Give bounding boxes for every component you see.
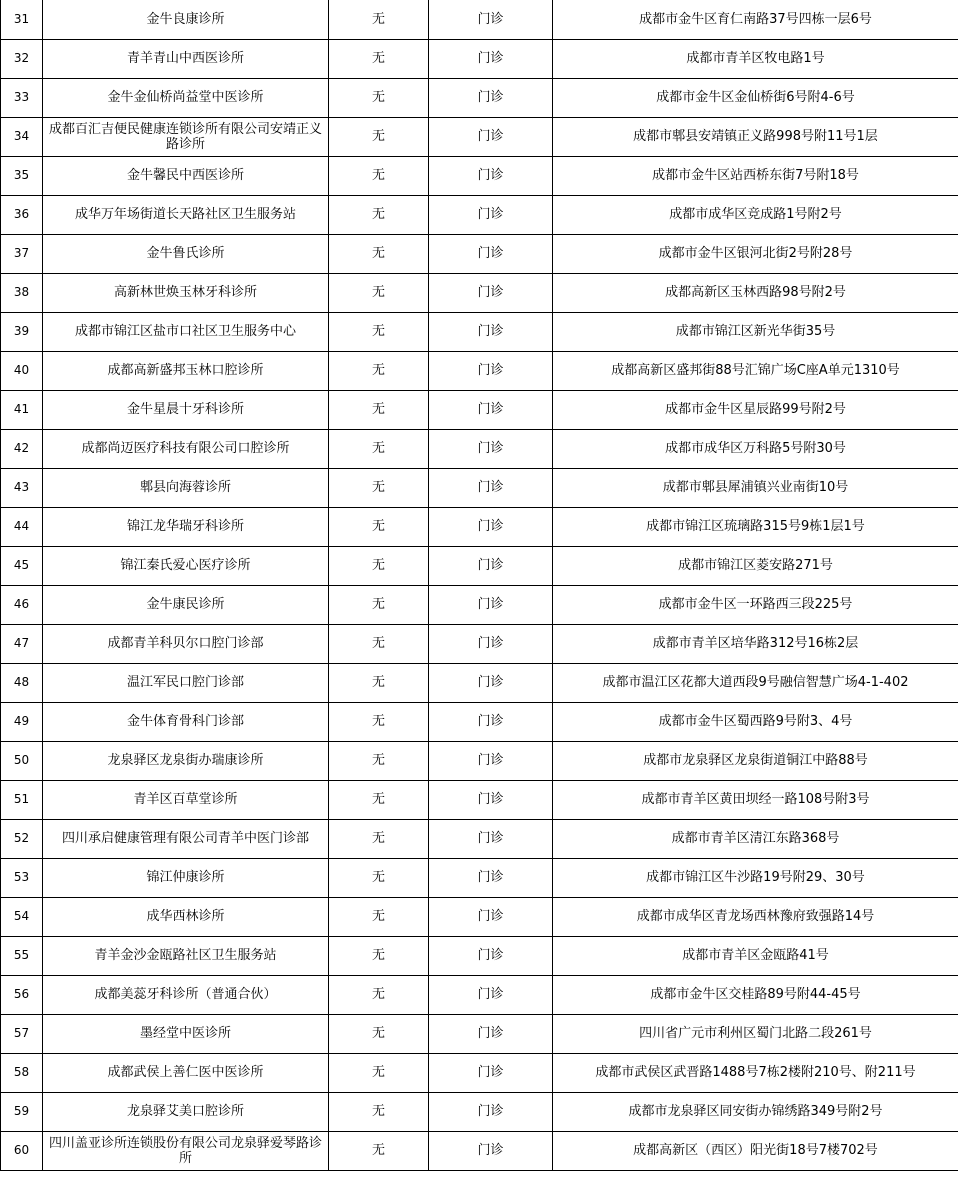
branch-cell: 无 <box>329 702 429 741</box>
table-row <box>1 1131 958 1170</box>
row-number-cell: 60 <box>1 1131 43 1170</box>
row-number-cell: 36 <box>1 195 43 234</box>
row-number-cell: 57 <box>1 1014 43 1053</box>
clinic-type-cell: 门诊 <box>429 351 553 390</box>
clinic-name-cell: 锦江仲康诊所 <box>43 858 329 897</box>
clinic-type-cell: 门诊 <box>429 897 553 936</box>
table-row <box>1 429 958 468</box>
clinic-name-cell: 四川承启健康管理有限公司青羊中医门诊部 <box>43 819 329 858</box>
table-row <box>1 351 958 390</box>
clinic-type-cell: 门诊 <box>429 741 553 780</box>
row-number-cell: 48 <box>1 663 43 702</box>
branch-cell: 无 <box>329 1014 429 1053</box>
address-cell: 成都市锦江区新光华街35号 <box>553 312 958 351</box>
branch-cell: 无 <box>329 39 429 78</box>
table-row <box>1 585 958 624</box>
table-row <box>1 546 958 585</box>
clinic-name-cell: 金牛体育骨科门诊部 <box>43 702 329 741</box>
clinic-name-cell: 青羊金沙金瓯路社区卫生服务站 <box>43 936 329 975</box>
address-cell: 成都高新区玉林西路98号附2号 <box>553 273 958 312</box>
clinic-name-cell: 金牛馨民中西医诊所 <box>43 156 329 195</box>
branch-cell: 无 <box>329 741 429 780</box>
table-row <box>1 507 958 546</box>
branch-cell: 无 <box>329 975 429 1014</box>
branch-cell: 无 <box>329 156 429 195</box>
row-number-cell: 58 <box>1 1053 43 1092</box>
address-cell: 成都市成华区青龙场西林豫府致强路14号 <box>553 897 958 936</box>
clinic-name-cell: 金牛鲁氏诊所 <box>43 234 329 273</box>
clinic-type-cell: 门诊 <box>429 585 553 624</box>
clinic-type-cell: 门诊 <box>429 1092 553 1131</box>
clinic-name-cell: 成华西林诊所 <box>43 897 329 936</box>
branch-cell: 无 <box>329 78 429 117</box>
table-row <box>1 39 958 78</box>
address-cell: 成都市龙泉驿区龙泉街道铜江中路88号 <box>553 741 958 780</box>
table-row <box>1 975 958 1014</box>
clinic-type-cell: 门诊 <box>429 1014 553 1053</box>
table-row <box>1 312 958 351</box>
table-row <box>1 1014 958 1053</box>
address-cell: 成都市金牛区金仙桥街6号附4-6号 <box>553 78 958 117</box>
row-number-cell: 35 <box>1 156 43 195</box>
row-number-cell: 39 <box>1 312 43 351</box>
table-row <box>1 780 958 819</box>
branch-cell: 无 <box>329 897 429 936</box>
branch-cell: 无 <box>329 780 429 819</box>
address-cell: 成都市金牛区交桂路89号附44-45号 <box>553 975 958 1014</box>
row-number-cell: 43 <box>1 468 43 507</box>
address-cell: 成都市金牛区一环路西三段225号 <box>553 585 958 624</box>
clinic-name-cell: 成都武侯上善仁医中医诊所 <box>43 1053 329 1092</box>
clinic-type-cell: 门诊 <box>429 936 553 975</box>
table-row <box>1 468 958 507</box>
row-number-cell: 59 <box>1 1092 43 1131</box>
table-row <box>1 936 958 975</box>
row-number-cell: 33 <box>1 78 43 117</box>
address-cell: 成都市武侯区武晋路1488号7栋2楼附210号、附211号 <box>553 1053 958 1092</box>
clinic-name-cell: 金牛星晨十牙科诊所 <box>43 390 329 429</box>
branch-cell: 无 <box>329 624 429 663</box>
address-cell: 成都市锦江区琉璃路315号9栋1层1号 <box>553 507 958 546</box>
branch-cell: 无 <box>329 0 429 39</box>
row-number-cell: 53 <box>1 858 43 897</box>
clinic-name-cell: 成都青羊科贝尔口腔门诊部 <box>43 624 329 663</box>
clinic-name-cell: 四川盖亚诊所连锁股份有限公司龙泉驿爱琴路诊所 <box>43 1131 329 1170</box>
clinic-type-cell: 门诊 <box>429 975 553 1014</box>
table-row <box>1 234 958 273</box>
branch-cell: 无 <box>329 117 429 156</box>
table-row <box>1 390 958 429</box>
row-number-cell: 55 <box>1 936 43 975</box>
table-row <box>1 858 958 897</box>
row-number-cell: 38 <box>1 273 43 312</box>
clinic-type-cell: 门诊 <box>429 78 553 117</box>
row-number-cell: 32 <box>1 39 43 78</box>
clinic-name-cell: 青羊青山中西医诊所 <box>43 39 329 78</box>
table-row <box>1 117 958 156</box>
table-row <box>1 663 958 702</box>
branch-cell: 无 <box>329 819 429 858</box>
clinic-name-cell: 墨经堂中医诊所 <box>43 1014 329 1053</box>
clinic-name-cell: 青羊区百草堂诊所 <box>43 780 329 819</box>
address-cell: 四川省广元市利州区蜀门北路二段261号 <box>553 1014 958 1053</box>
clinic-type-cell: 门诊 <box>429 702 553 741</box>
branch-cell: 无 <box>329 351 429 390</box>
clinic-type-cell: 门诊 <box>429 624 553 663</box>
address-cell: 成都市郫县犀浦镇兴业南街10号 <box>553 468 958 507</box>
table-row <box>1 741 958 780</box>
address-cell: 成都市金牛区育仁南路37号四栋一层6号 <box>553 0 958 39</box>
branch-cell: 无 <box>329 663 429 702</box>
row-number-cell: 42 <box>1 429 43 468</box>
address-cell: 成都市金牛区银河北街2号附28号 <box>553 234 958 273</box>
table-row <box>1 819 958 858</box>
table-row <box>1 156 958 195</box>
branch-cell: 无 <box>329 273 429 312</box>
clinic-name-cell: 成都尚迈医疗科技有限公司口腔诊所 <box>43 429 329 468</box>
clinic-type-cell: 门诊 <box>429 663 553 702</box>
branch-cell: 无 <box>329 585 429 624</box>
address-cell: 成都市青羊区金瓯路41号 <box>553 936 958 975</box>
row-number-cell: 54 <box>1 897 43 936</box>
row-number-cell: 46 <box>1 585 43 624</box>
clinic-type-cell: 门诊 <box>429 507 553 546</box>
clinic-type-cell: 门诊 <box>429 780 553 819</box>
clinic-name-cell: 金牛金仙桥尚益堂中医诊所 <box>43 78 329 117</box>
branch-cell: 无 <box>329 1092 429 1131</box>
address-cell: 成都市金牛区蜀西路9号附3、4号 <box>553 702 958 741</box>
address-cell: 成都市锦江区菱安路271号 <box>553 546 958 585</box>
clinic-name-cell: 成都市锦江区盐市口社区卫生服务中心 <box>43 312 329 351</box>
clinic-type-cell: 门诊 <box>429 390 553 429</box>
row-number-cell: 51 <box>1 780 43 819</box>
address-cell: 成都市成华区万科路5号附30号 <box>553 429 958 468</box>
clinic-type-cell: 门诊 <box>429 39 553 78</box>
table-row <box>1 897 958 936</box>
clinic-type-cell: 门诊 <box>429 1131 553 1170</box>
clinic-name-cell: 成华万年场街道长天路社区卫生服务站 <box>43 195 329 234</box>
table-row <box>1 78 958 117</box>
clinic-name-cell: 成都高新盛邦玉林口腔诊所 <box>43 351 329 390</box>
branch-cell: 无 <box>329 234 429 273</box>
clinic-name-cell: 金牛康民诊所 <box>43 585 329 624</box>
clinic-type-cell: 门诊 <box>429 858 553 897</box>
address-cell: 成都市金牛区站西桥东街7号附18号 <box>553 156 958 195</box>
branch-cell: 无 <box>329 507 429 546</box>
clinic-type-cell: 门诊 <box>429 273 553 312</box>
clinic-type-cell: 门诊 <box>429 117 553 156</box>
branch-cell: 无 <box>329 390 429 429</box>
branch-cell: 无 <box>329 936 429 975</box>
row-number-cell: 37 <box>1 234 43 273</box>
row-number-cell: 49 <box>1 702 43 741</box>
branch-cell: 无 <box>329 1053 429 1092</box>
row-number-cell: 56 <box>1 975 43 1014</box>
table-body <box>1 0 958 1170</box>
branch-cell: 无 <box>329 312 429 351</box>
row-number-cell: 50 <box>1 741 43 780</box>
table-row <box>1 624 958 663</box>
clinic-name-cell: 成都美蕊牙科诊所（普通合伙） <box>43 975 329 1014</box>
row-number-cell: 47 <box>1 624 43 663</box>
clinic-type-cell: 门诊 <box>429 312 553 351</box>
row-number-cell: 31 <box>1 0 43 39</box>
address-cell: 成都市青羊区清江东路368号 <box>553 819 958 858</box>
table-row <box>1 195 958 234</box>
table-row <box>1 273 958 312</box>
address-cell: 成都市锦江区牛沙路19号附29、30号 <box>553 858 958 897</box>
clinic-type-cell: 门诊 <box>429 468 553 507</box>
address-cell: 成都市郫县安靖镇正义路998号附11号1层 <box>553 117 958 156</box>
branch-cell: 无 <box>329 429 429 468</box>
table-row <box>1 1092 958 1131</box>
clinic-type-cell: 门诊 <box>429 429 553 468</box>
clinic-name-cell: 金牛良康诊所 <box>43 0 329 39</box>
table-row <box>1 1053 958 1092</box>
row-number-cell: 41 <box>1 390 43 429</box>
clinic-name-cell: 龙泉驿艾美口腔诊所 <box>43 1092 329 1131</box>
address-cell: 成都高新区盛邦街88号汇锦广场C座A单元1310号 <box>553 351 958 390</box>
clinic-type-cell: 门诊 <box>429 156 553 195</box>
address-cell: 成都市成华区竞成路1号附2号 <box>553 195 958 234</box>
clinic-type-cell: 门诊 <box>429 819 553 858</box>
branch-cell: 无 <box>329 468 429 507</box>
row-number-cell: 44 <box>1 507 43 546</box>
clinic-type-cell: 门诊 <box>429 195 553 234</box>
row-number-cell: 45 <box>1 546 43 585</box>
row-number-cell: 40 <box>1 351 43 390</box>
branch-cell: 无 <box>329 546 429 585</box>
table-row <box>1 0 958 39</box>
clinic-type-cell: 门诊 <box>429 546 553 585</box>
address-cell: 成都市温江区花都大道西段9号融信智慧广场4-1-402 <box>553 663 958 702</box>
branch-cell: 无 <box>329 858 429 897</box>
address-cell: 成都高新区（西区）阳光街18号7楼702号 <box>553 1131 958 1170</box>
clinic-type-cell: 门诊 <box>429 1053 553 1092</box>
branch-cell: 无 <box>329 1131 429 1170</box>
row-number-cell: 52 <box>1 819 43 858</box>
clinic-type-cell: 门诊 <box>429 0 553 39</box>
row-number-cell: 34 <box>1 117 43 156</box>
clinic-name-cell: 高新林世焕玉林牙科诊所 <box>43 273 329 312</box>
clinic-name-cell: 成都百汇吉便民健康连锁诊所有限公司安靖正义路诊所 <box>43 117 329 156</box>
clinic-type-cell: 门诊 <box>429 234 553 273</box>
address-cell: 成都市龙泉驿区同安街办锦绣路349号附2号 <box>553 1092 958 1131</box>
address-cell: 成都市青羊区培华路312号16栋2层 <box>553 624 958 663</box>
address-cell: 成都市青羊区牧电路1号 <box>553 39 958 78</box>
clinic-name-cell: 锦江龙华瑞牙科诊所 <box>43 507 329 546</box>
table-row <box>1 702 958 741</box>
branch-cell: 无 <box>329 195 429 234</box>
address-cell: 成都市金牛区星辰路99号附2号 <box>553 390 958 429</box>
clinic-name-cell: 温江军民口腔门诊部 <box>43 663 329 702</box>
clinic-name-cell: 锦江秦氏爱心医疗诊所 <box>43 546 329 585</box>
clinic-name-cell: 龙泉驿区龙泉街办瑞康诊所 <box>43 741 329 780</box>
clinic-name-cell: 郫县向海蓉诊所 <box>43 468 329 507</box>
address-cell: 成都市青羊区黄田坝经一路108号附3号 <box>553 780 958 819</box>
